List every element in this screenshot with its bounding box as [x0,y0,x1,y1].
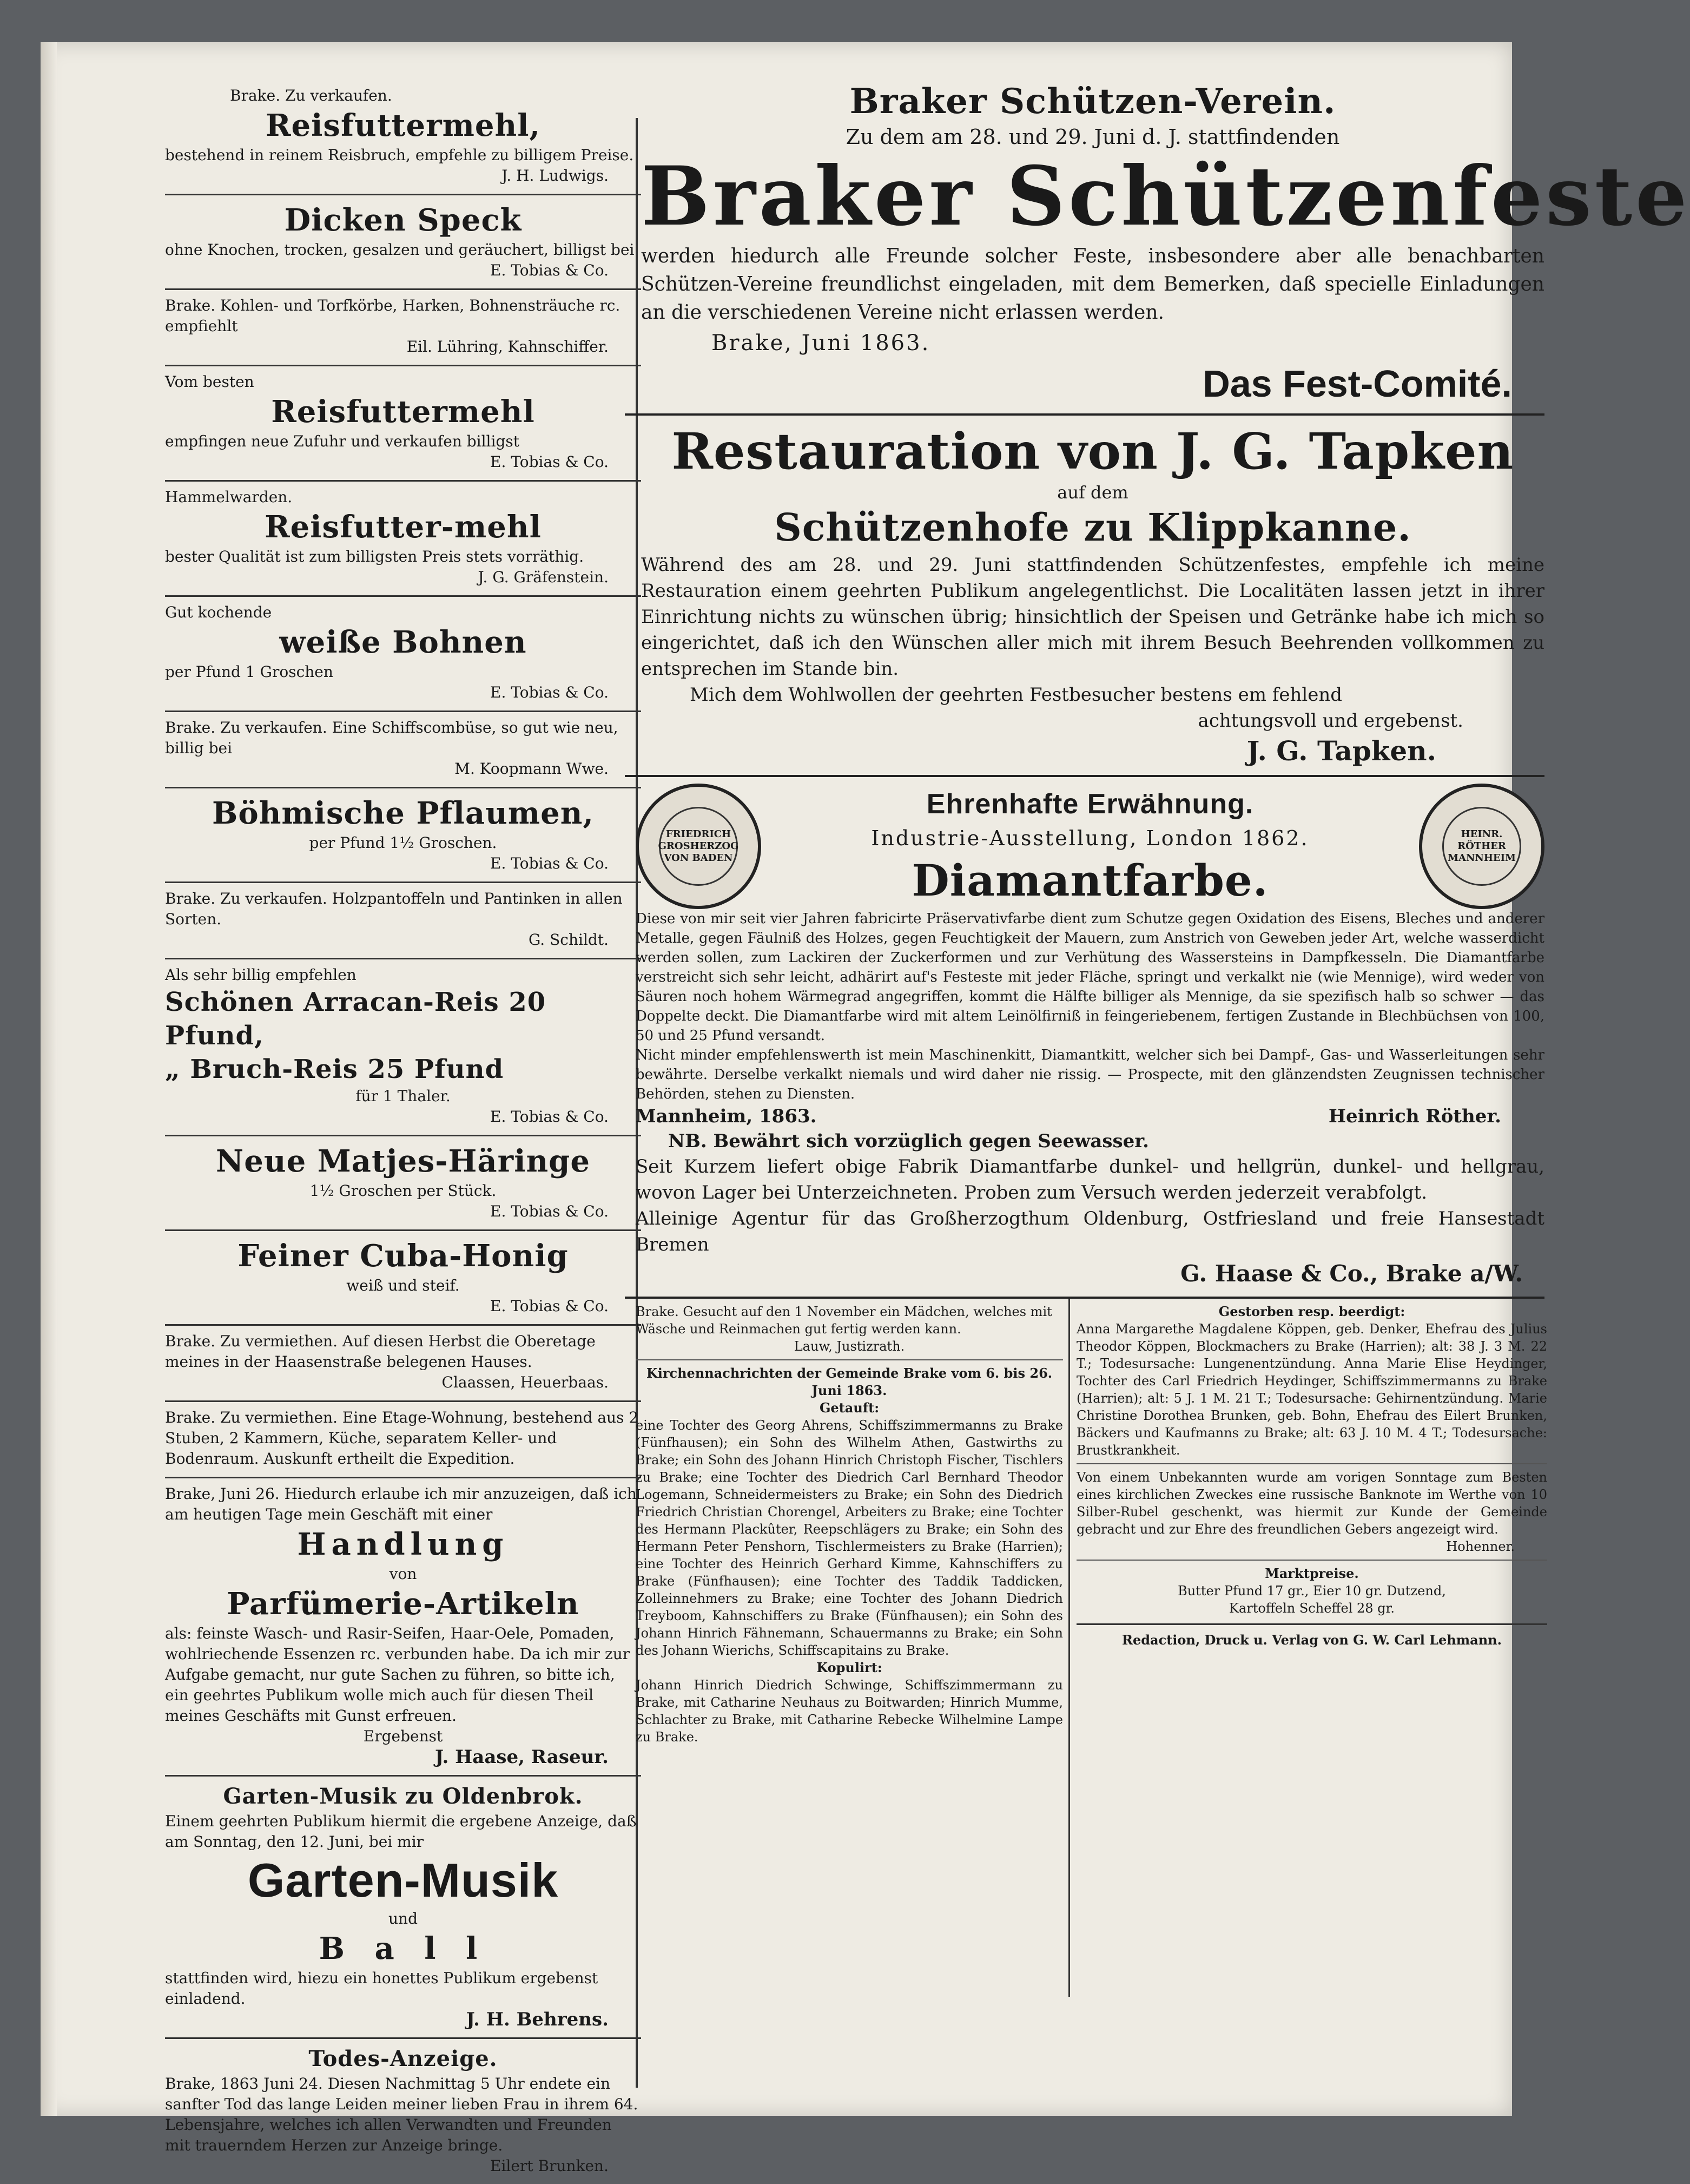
seal-text: HEINR. RÖTHER MANNHEIM [1442,807,1521,886]
spende-body: Von einem Unbekannten wurde am vorigen Sonntage zum Besten eines kirchlichen Zweckes eine russische Banknote im Werthe von 10 Silber-Rubel geschenkt, was hiermit zur Kunde der Gemeinde gebracht und zur Ehre des freundlichen Gebers angezeigt wird. [1077,1470,1547,1537]
ad-body: Brake. Zu verkaufen. Eine Schiffscombüse, so gut wie neu, billig bei [165,719,618,757]
kirche-gestorben: Gestorben resp. beerdigt: [1218,1304,1405,1319]
ad-body: Diese von mir seit vier Jahren fabricirte Präservativfarbe dient zum Schutze gegen Oxidation des Eisens, Bleches und anderer Metalle, gegen Fäulniß des Holzes, gegen Feuchtigkeit der Mauern, zum Anstrich von Geweben jeder Art, welche wasserdicht werden sollen, zum Lackiren der Zuckerformen und zur Verhütung des Wassersteins in Dampfkesseln. Die Diamantfarbe verstreicht sich sehr leicht, adhärirt auf's Festeste mit jeder Fläche, springt und verkalkt nie (wie Mennige), wird weder von Säuren noch hohem Wärmegrad angegriffen, kommt die Hälfte billiger als Mennige, da sie spezifisch halb so schwer — das Doppelte deckt. Die Diamantfarbe wird mit altem Leinölfirniß in feingeriebenem, fertigen Zustande in Blechbüchsen von 100, 50 und 25 Pfund versandt. [636,911,1544,1044]
ad-body: per Pfund 1½ Groschen. [309,834,497,852]
medal-seal-left [636,784,761,909]
ad-reisfuttermehl-graefenstein [165,482,641,597]
ad-ball: B a l l [319,1931,487,1966]
ad-etage-wohnung [165,1402,641,1478]
ad-von: von [389,1565,417,1583]
ad-signature: E. Tobias & Co. [490,1108,609,1126]
ad-garten-musik [165,1777,641,2039]
ad-body: Einem geehrten Publikum hiermit die ergebene Anzeige, daß am Sonntag, den 12. Juni, bei mir [165,1812,637,1851]
ad-schiffscombuese [165,712,641,788]
ad-body: Brake, 1863 Juni 24. Diesen Nachmittag 5 Uhr endete ein sanfter Tod das lange Leiden meiner lieben Frau in ihrem 64. Lebensjahre, welches ich allen Verwandten und Freunden mit trauerndem Herzen zur Anzeige bringe. [165,2075,638,2154]
ad-body: Brake. Zu verkaufen. Holzpantoffeln und Pantinken in allen Sorten. [165,890,623,928]
ad-signature: Das Fest-Comité. [1203,363,1512,405]
ad-signature: J. H. Behrens. [466,2009,609,2030]
ad-place: Schützenhofe zu Klippkanne. [774,505,1411,550]
ad-signature: Eil. Lühring, Kahnschiffer. [406,338,609,356]
ad-weisse-bohnen [165,597,641,712]
ad-arracan-reis [165,959,641,1136]
ad-body: bester Qualität ist zum billigsten Preis stets vorräthig. [165,548,584,565]
ad-title: Dicken Speck [284,202,522,238]
ad-verein: Braker Schützen-Verein. [849,81,1336,122]
ad-cuba-honig [165,1231,641,1326]
ad-title: Garten-Musik zu Oldenbrok. [223,1784,583,1809]
ad-signature: E. Tobias & Co. [490,1297,609,1315]
ad-ausstellung: Industrie-Ausstellung, London 1862. [871,826,1309,850]
ad-todes-anzeige [165,2039,641,2184]
right-column [625,80,1690,2083]
ad-greeting: achtungsvoll und ergebenst. [1198,710,1463,732]
ad-body: empfingen neue Zufuhr und verkaufen billigst [165,432,520,450]
ad-title: Diamantfarbe. [912,855,1269,906]
ad-auf: auf dem [1057,482,1128,503]
ad-matjes-haeringe [165,1136,641,1231]
bottom-section [625,1299,1547,1997]
ad-big-title: Garten-Musik [247,1853,559,1907]
ad-lauw-body: Brake. Gesucht auf den 1 November ein Mädchen, welches mit Wäsche und Reinmachen gut fertig werden kann. [636,1304,1052,1337]
kirche-getauft: Getauft: [819,1400,880,1416]
ad-title: Handlung [297,1527,509,1562]
ad-body: Alleinige Agentur für das Großherzogthum Oldenburg, Ostfriesland und freie Hansestadt Bremen [636,1208,1544,1255]
ad-signature: M. Koopmann Wwe. [454,760,609,778]
ad-signature: Heinrich Röther. [1328,1106,1501,1127]
ad-und: und [388,1910,418,1928]
ad-body: 1½ Groschen per Stück. [309,1182,497,1200]
ad-body: ohne Knochen, trocken, gesalzen und geräuchert, billigst bei [165,241,635,259]
ad-pre: Brake. Zu verkaufen. [230,87,392,104]
ad-body: werden hiedurch alle Freunde solcher Feste, insbesondere aber alle benachbarten Schützen-Vereine freundlichst eingeladen, mit dem Bemerken, daß specielle Einladungen an die verschiedenen Vereine nicht erlassen werden. [641,245,1544,324]
divider [636,1359,1063,1360]
ad-boehmische-pflaumen [165,788,641,883]
kirche-kopulirt: Kopulirt: [816,1660,882,1675]
ad-signature: E. Tobias & Co. [490,261,609,279]
ad-body: Brake. Zu vermiethen. Auf diesen Herbst die Oberetage meines in der Haasenstraße belegenen Hauses. [165,1332,596,1371]
divider [1077,1623,1547,1625]
ad-pre: Gut kochende [165,603,272,621]
kirche-title: Kirchennachrichten der Gemeinde Brake vom 6. bis 26. Juni 1863. [646,1365,1053,1398]
ad-pre: Vom besten [165,373,254,391]
ad-kohlenkoerbe [165,290,641,366]
ad-line: „ Bruch-Reis 25 Pfund [165,1054,504,1084]
ad-signature: J. Haase, Raseur. [435,1746,609,1768]
ad-body: Brake. Kohlen- und Torfkörbe, Harken, Bohnensträuche rc. empfiehlt [165,297,620,335]
kirche-body: eine Tochter des Georg Ahrens, Schiffszimmermanns zu Brake (Fünfhausen); ein Sohn des Wilhelm Athen, Gastwirths zu Brake; ein Sohn des Johann Hinrich Christoph Fischer, Tischlers zu Brake; eine Tochter des Diedrich Carl Bernhard Theodor Logemann, Schneidermeisters zu Brake; ein Sohn des Diedrich Friedrich Christian Chorengel, Arbeiters zu Brake; eine Tochter des Hermann Plackûter, Reepschlägers zu Brake; ein Sohn des Hermann Peter Penshorn, Tischlermeisters zu Brake (Harrien); eine Tochter des Heinrich Gerhard Kimme, Kahnschiffers zu Brake (Fünfhausen); eine Tochter des Taddik Taddicken, Zolleinnehmers zu Brake; eine Tochter des Johann Diedrich Treyboom, Kahnschiffers zu Brake (Fünfhausen); ein Sohn des Johann Hinrich Fähnemann, Schauermanns zu Brake; ein Sohn des Johann Wierichs, Schiffscapitains zu Brake. [636,1418,1063,1658]
ad-body: Mich dem Wohlwollen der geehrten Festbesucher bestens em fehlend [690,684,1343,706]
ad-title: weiße Bohnen [279,624,527,660]
ad-body: Brake. Zu vermiethen. Eine Etage-Wohnung, bestehend aus 2 Stuben, 2 Kammern, Küche, separatem Keller- und Bodenraum. Auskunft ertheilt die Expedition. [165,1409,639,1468]
seal-text: FRIEDRICH GROSHERZOG VON BADEN [659,807,738,886]
bottom-right-col [1077,1299,1547,1649]
ad-body: für 1 Thaler. [355,1087,451,1105]
ad-diamantfarbe [625,777,1544,1299]
ad-agent: G. Haase & Co., Brake a/W. [1180,1260,1523,1287]
ad-signature: E. Tobias & Co. [490,683,609,701]
ad-date: Brake, Juni 1863. [711,331,930,356]
ad-oberetage [165,1326,641,1402]
ad-dicken-speck [165,195,641,290]
kirche-body3: Anna Margarethe Magdalene Köppen, geb. Denker, Ehefrau des Julius Theodor Köppen, Blockmachers zu Brake (Harrien); alt: 38 J. 3 M. 22 T.; Todesursache: Lungenentzündung. Anna Marie Elise Heydinger, Tochter des Carl Friedrich Heydinger, Schiffszimmermanns zu Brake (Harrien); alt: 5 J. 1 M. 21 T.; Todesursache: Gehirnentzündung. Marie Christine Dorothea Brunken, geb. Bohn, Ehefrau des Eilert Brunken, Bäckers und Kaufmanns zu Brake; alt: 63 J. 10 M. 4 T.; Todesursache: Brustkrankheit. [1077,1321,1547,1458]
ad-pre: Als sehr billig empfehlen [165,966,357,984]
ad-schuetzenfest [625,80,1690,416]
ad-ehren: Ehrenhafte Erwähnung. [926,788,1254,820]
ad-sub: Zu dem am 28. und 29. Juni d. J. stattfindenden [846,125,1340,149]
ad-title: Parfümerie-Artikeln [227,1586,579,1622]
ad-signature: E. Tobias & Co. [490,453,609,471]
ad-signature: Eilert Brunken. [490,2157,609,2175]
ad-signature: G. Schildt. [528,931,609,949]
ad-signature: J. G. Gräfenstein. [478,568,609,586]
ad-title: Reisfuttermehl, [265,108,540,143]
ad-big-title: Braker Schützenfeste [641,149,1690,244]
ad-title: Reisfuttermehl [271,394,535,430]
ad-pre: Hammelwarden. [165,488,293,506]
ad-greeting: Ergebenst [363,1727,443,1745]
ad-body: per Pfund 1 Groschen [165,663,333,681]
markt-title: Marktpreise. [1265,1565,1359,1581]
divider [1077,1463,1547,1464]
ad-title: Todes-Anzeige. [308,2046,498,2071]
ad-holzpantoffeln [165,883,641,959]
ad-signature: E. Tobias & Co. [490,1202,609,1220]
markt-line1: Butter Pfund 17 gr., Eier 10 gr. Dutzend, [1178,1583,1446,1598]
ad-body: stattfinden wird, hiezu ein honettes Publikum ergebenst einladend. [165,1969,598,2008]
newspaper-page [41,42,1690,2175]
left-column [165,80,641,2175]
ad-date: Mannheim, 1863. [636,1106,817,1127]
medal-seal-right [1419,784,1544,909]
ad-nb: NB. Bewährt sich vorzüglich gegen Seewasser. [668,1130,1149,1152]
markt-line2: Kartoffeln Scheffel 28 gr. [1229,1601,1395,1616]
ad-body: Seit Kurzem liefert obige Fabrik Diamantfarbe dunkel- und hellgrün, dunkel- und hellgrau, wovon Lager bei Unterzeichneten. Proben zum Versuch werden jederzeit verabfolgt. [636,1156,1544,1203]
ad-signature: Claassen, Heuerbaas. [441,1373,609,1391]
ad-restauration-tapken [625,416,1544,777]
ad-body: als: feinste Wasch- und Rasir-Seifen, Haar-Oele, Pomaden, wohlriechende Essenzen rc. verbunden habe. Da ich mir zur Aufgabe gemacht, nur gute Sachen zu führen, so bitte ich, ein geehrtes Publikum wolle mich auch für diesen Theil meines Geschäfts mit Gunst erfreuen. [165,1624,630,1725]
ad-body: Während des am 28. und 29. Juni stattfindenden Schützenfestes, empfehle ich meine Restauration einem geehrten Publikum angelegentlichst. Die Localitäten lassen jetzt in ihrer Einrichtung nichts zu wünschen übrig; hinsichtlich der Speisen und Getränke habe ich mich so eingerichtet, daß ich den Wünschen aller mich mit ihrem Besuch Beehrenden vollkommen zu entsprechen im Stande bin. [641,554,1544,680]
ad-title: Reisfutter-mehl [265,509,542,545]
ad-body: weiß und steif. [346,1277,460,1294]
ad-title: Böhmische Pflaumen, [212,795,594,831]
ad-title: Feiner Cuba-Honig [237,1238,569,1274]
bottom-left-col [636,1299,1063,1746]
ad-signature: E. Tobias & Co. [490,854,609,872]
ad-signature: J. G. Tapken. [1246,735,1436,767]
ad-title: Restauration von J. G. Tapken [671,422,1514,481]
ad-reisfuttermehl-ludwigs [165,80,641,195]
ad-line: Schönen Arracan-Reis 20 Pfund, [165,987,546,1051]
spende-signature: Hohenner. [1446,1539,1515,1554]
ad-title: Neue Matjes-Häringe [216,1143,590,1179]
page-binding-edge [41,42,57,2116]
column-divider-bottom [1068,1299,1070,1997]
divider [1077,1560,1547,1561]
kirche-body2: Johann Hinrich Diedrich Schwinge, Schiffszimmermann zu Brake, mit Catharine Neuhaus zu Boitwarden; Hinrich Mumme, Schlachter zu Brake, mit Catharine Rebecke Wilhelmine Lampe zu Brake. [636,1678,1063,1745]
ad-body: bestehend in reinem Reisbruch, empfehle zu billigem Preise. [165,146,634,164]
ad-body: Nicht minder empfehlenswerth ist mein Maschinenkitt, Diamantkitt, welcher sich bei Dampf-, Gas- und Wasserleitungen sehr bewährte. Derselbe verkalkt niemals und wird daher nie rissig. — Prospecte, mit den glänzendsten Zeugnissen technischer Behörden, stehen zu Diensten. [636,1047,1544,1102]
ad-lauw-signature: Lauw, Justizrath. [794,1339,905,1354]
ad-intro: Brake, Juni 26. Hiedurch erlaube ich mir anzuzeigen, daß ich am heutigen Tage mein Geschäft mit einer [165,1485,637,1523]
ad-reisfuttermehl-tobias [165,366,641,482]
ad-haase-parfuemerie [165,1478,641,1777]
page-footer: Redaction, Druck u. Verlag von G. W. Carl Lehmann. [1122,1632,1502,1648]
ad-signature: J. H. Ludwigs. [501,167,609,185]
